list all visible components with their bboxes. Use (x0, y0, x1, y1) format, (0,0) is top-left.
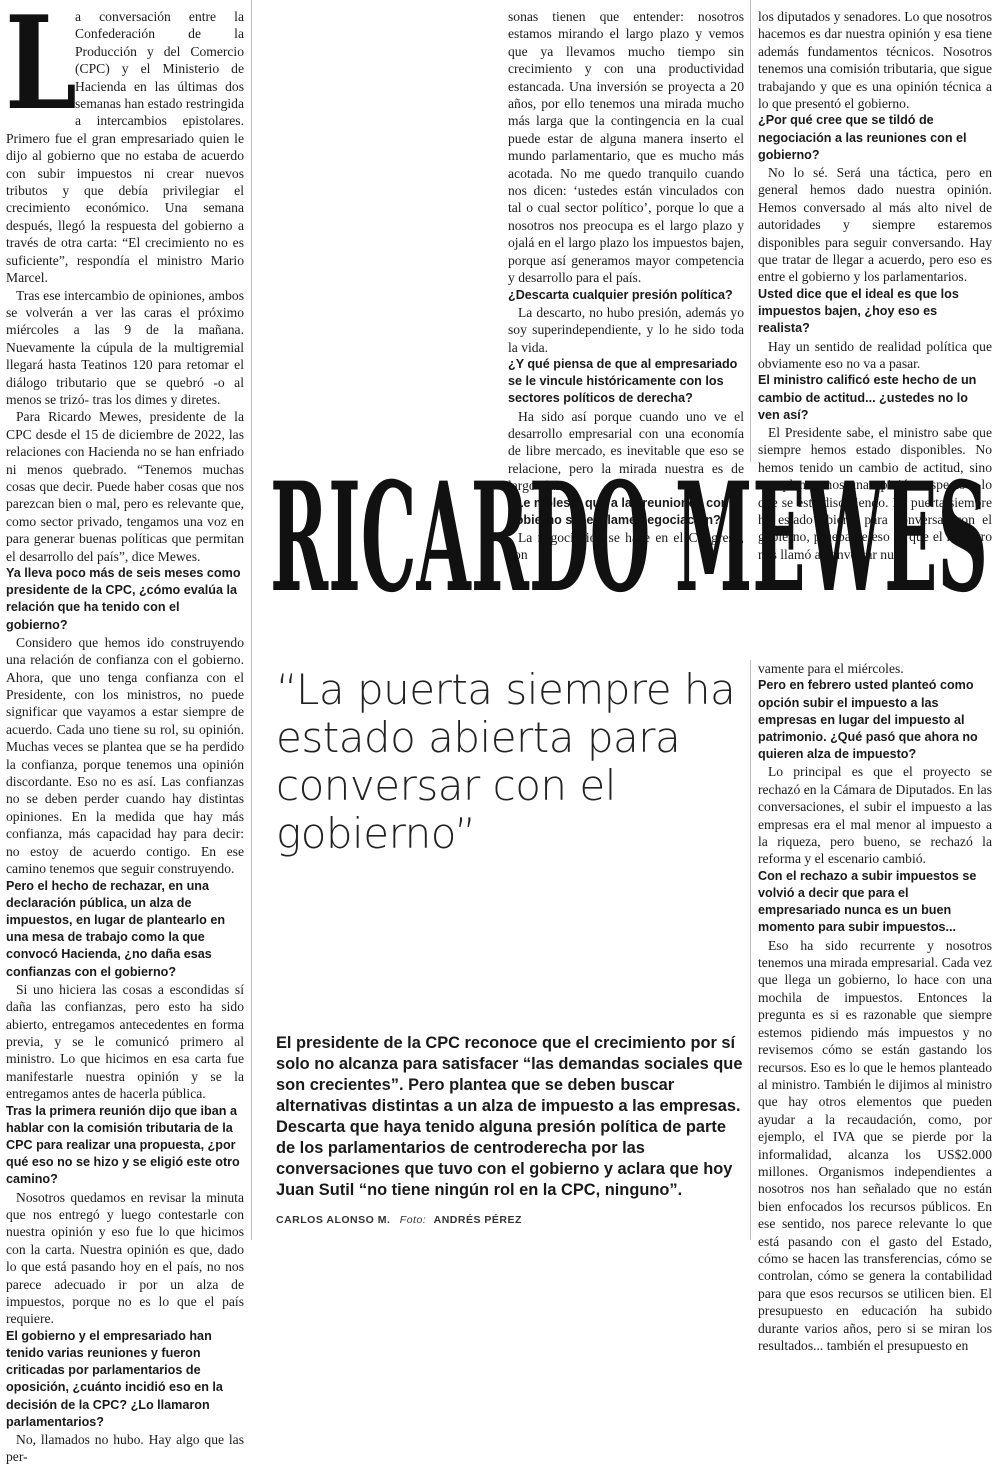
interview-question (6, 565, 244, 634)
paragraph-text: Usted dice que el ideal es que los impuestos bajen, ¿hoy eso es realista? (758, 286, 959, 336)
paragraph-text: los diputados y senadores. Lo que nosotros hacemos es dar nuestra opinión y esa tiene además fundamentos técnicos. Nosotros tenemos una comisión tributaria, que sigue trabajando y que es una opinión técnica a lo que presentó el gobierno. (758, 9, 992, 112)
photographer-name: ANDRÉS PÉREZ (433, 1214, 522, 1226)
column-rule (750, 660, 751, 1240)
paragraph-text: No, llamados no hubo. Hay algo que las per- (6, 1432, 244, 1465)
paragraph-text: Lo principal es que el proyecto se rechazó en la Cámara de Diputados. En las conversaciones, el subir el impuesto a las empresas era el mal menor al impuesto a la riqueza, pero bueno, se rechazó la reforma y el escenario cambió. (758, 764, 992, 867)
paragraph-text: Hay un sentido de realidad política que obviamente eso no va a pasar. (758, 338, 992, 371)
paragraph (6, 408, 244, 565)
article-column-2 (508, 8, 744, 563)
paragraph (6, 287, 244, 409)
paragraph (758, 660, 992, 677)
pull-quote: “La puerta siempre ha estado abierta para conversar con el gobierno” (276, 665, 736, 858)
column-rule (750, 0, 751, 462)
standfirst: El presidente de la CPC reconoce que el crecimiento por sí solo no alcanza para satisfacer “las demandas sociales que son crecientes”. Pero plantea que se deben buscar alternativas distintas a un alza de impuesto a las empresas. Descarta que haya tenido alguna presión política de parte de los parlamentarios de centroderecha por las conversaciones que tuvo con el gobierno y aclara que hoy Juan Sutil “no tiene ningún rol en la CPC, ninguno”. (276, 1034, 743, 1199)
paragraph-text: Tras ese intercambio de opiniones, ambos se volverán a ver las caras el próximo miércoles a las 9 de la mañana. Nuevamente la cúpula de la multigremial llegará hasta Teatinos 120 para retomar el diálogo tributario que se quebró -o al menos se trizó- tras los dimes y diretes. (6, 287, 244, 407)
paragraph (5, 0, 244, 287)
paragraph-text: El Presidente sabe, el ministro sabe que siempre hemos estado disponibles. No hemos tenido un cambio de actitud, sino que planteamos una opinión respecto a lo que se está discutiendo. La puerta siempre ha estado abierta para conversar con el gobierno, prueba de eso es que el ministro nos llamó a conversar nue- (758, 424, 992, 562)
interview-question (6, 878, 244, 981)
interview-question (758, 677, 992, 763)
paragraph (758, 8, 992, 112)
paragraph-text: ¿Por qué cree que se tildó de negociación a las reuniones con el gobierno? (758, 113, 967, 162)
author-name: CARLOS ALONSO M. (276, 1214, 391, 1226)
paragraph (758, 338, 992, 373)
paragraph-text: vamente para el miércoles. (758, 661, 904, 676)
article-column-1 (5, 0, 244, 1465)
paragraph-text: Ya lleva poco más de seis meses como presidente de la CPC, ¿cómo evalúa la relación que ha tenido con el gobierno? (6, 566, 241, 632)
paragraph-text: Pero en febrero usted planteó como opción subir el impuesto a las empresas en lugar del impuesto al patrimonio. ¿Qué pasó que ahora no quieren alza de impuesto? (758, 678, 978, 762)
interview-question (508, 356, 744, 408)
headline-text: RICARDO MEWES (270, 450, 988, 626)
paragraph-text: Con el rechazo a subir impuestos se volvió a decir que para el empresariado nunca es un buen momento para subir impuestos... (758, 868, 977, 935)
byline (276, 1214, 522, 1226)
interview-question (6, 1103, 244, 1189)
paragraph-text: a conversación entre la Confederación de la Producción y del Comercio (CPC) y el Ministerio de Hacienda en las últimas dos semanas han estado restringida a intercambios epistolares. Primero fue el gran empresariado quien le dijo al gobierno que no estaba de acuerdo con subir impuestos ni crear nuevos tributos y que debía privilegiar el crecimiento económico. Una semana después, llegó la respuesta del gobierno a través de otra carta: “El crecimiento no es suficiente”, respondía el ministro Mario Marcel. (6, 9, 244, 286)
interview-question (758, 868, 992, 937)
paragraph (6, 634, 244, 878)
paragraph-text: Para Ricardo Mewes, presidente de la CPC desde el 15 de diciembre de 2022, las relaciones con Hacienda no se han enfriado ni menos quebrado. “Tenemos muchas cosas que decir. Puede haber cosas que nos parezcan bien o mal, pero es relevante que, como sector privado, tengamos una voz en para generar buenas políticas que permitan el desarrollo del país”, dice Mewes. (6, 409, 244, 564)
paragraph-text: Pero el hecho de rechazar, en una declaración pública, un alza de impuestos, en lugar de plantearlo en una mesa de trabajo como la que convocó Hacienda, ¿no daña esas confianzas con el gobierno? (6, 878, 226, 979)
drop-cap: L (5, 0, 74, 139)
paragraph-text: El ministro calificó este hecho de un cambio de actitud... ¿ustedes no lo ven así? (758, 373, 977, 422)
paragraph-text: sonas tienen que entender: nosotros estamos mirando el largo plazo y vemos que ya llevamos mucho tiempo sin crecimiento y con una productividad estancada. Una inversión se proyecta a 20 años, por ello tenemos una mirada mucho más larga que la contingencia en la cual puede estar de alguna manera inserto el mundo parlamentario, que es mucho más acotada. No me quedo tranquilo cuando nos dicen: ‘ustedes están vinculados con tal o cual sector político’, porque lo que a nosotros nos preocupa es el largo plazo y ojalá en el largo plazo los impuestos bajen, porque así generamos mayor competencia y desarrollo para el país. (508, 9, 744, 286)
paragraph (6, 1431, 244, 1466)
interview-question (508, 287, 744, 304)
article-column-3 (758, 8, 992, 562)
paragraph (508, 8, 744, 287)
interview-question (758, 372, 992, 424)
paragraph (758, 164, 992, 286)
paragraph-text: Nosotros quedamos en revisar la minuta que nos entregó y luego contestarle con nuestra opinión y eso fue lo que hicimos con la carta. Nuestra opinión es que, dado lo que está pasando hoy en el país, no nos parece adecuado ir por un alza de impuestos, porque no es lo que el país requiere. (6, 1189, 244, 1327)
interview-question (758, 286, 992, 338)
paragraph (508, 304, 744, 356)
paragraph-text: El gobierno y el empresariado han tenido varias reuniones y fueron criticadas por parlamentarios de oposición, ¿cuánto incidió eso en la decisión de la CPC? ¿Lo llamaron parlamentarios? (6, 1328, 223, 1429)
article-column-4 (758, 660, 992, 1354)
paragraph-text: Si uno hiciera las cosas a escondidas sí daña las confianzas, pero esto ha sido abierto, entregamos antecedentes en forma previa, y se le comunicó primero al ministro. Lo que hicimos en esa carta fue manifestarle nuestra opinión y se la entregamos antes de hacerla pública. (6, 981, 244, 1102)
paragraph-text: La negociación se hace en el Congreso, con (508, 529, 744, 563)
paragraph (758, 937, 992, 1355)
paragraph-text: Ha sido así porque cuando uno ve el desarrollo empresarial con una economía de libre mercado, es inevitable que eso se relacione, pero la mirada nuestra es de largo plazo. (508, 408, 744, 494)
paragraph-text: ¿Y qué piensa de que al empresariado se le vincule históricamente con los sectores políticos de derecha? (508, 356, 738, 406)
paragraph (6, 981, 244, 1103)
interview-question (6, 1328, 244, 1431)
paragraph-text: ¿Descarta cualquier presión política? (508, 287, 733, 302)
photo-credit-label: Foto: (399, 1214, 427, 1226)
paragraph (6, 1189, 244, 1328)
paragraph-text: Tras la primera reunión dijo que iban a hablar con la comisión tributaria de la CPC para realizar una propuesta, ¿por qué eso no se hizo y se eligió este otro camino? (6, 1103, 240, 1187)
interview-question (758, 112, 992, 164)
paragraph-text: Eso ha sido recurrente y nosotros tenemos una mirada empresarial. Cada vez que llega un gobierno, lo hace con una mochila de impuestos. Entonces la pregunta es si es razonable que siempre estemos pidiendo más impuestos y no revisemos cómo se están gastando los recursos. Eso es lo que le hemos planteado al ministro. También le dijimos al ministro que hay otros elementos que pueden ayudar a la recaudación, como, por ejemplo, el IVA que se pierde por la informalidad, alcanza los US$2.000 millones. Organismos independientes a nosotros nos han señalado que no están bien enfocados los recursos públicos. En ese sentido, nos parece relevante lo que está pasando con el gasto del Estado, cómo se hacen las transferencias, cómo se controlan, cómo se genera la contabilidad para que esos recursos se utilicen bien. El presupuesto en educación ha subido durante varios años, pero si se miran los resultados... también el presupuesto en (758, 937, 992, 1354)
paragraph-text: ¿Le molesta que a las reuniones con el gobierno se les llame negociación? (508, 495, 743, 527)
paragraph-text: Considero que hemos ido construyendo una relación de confianza con el gobierno. Ahora, que uno tenga confianza con el Presidente, con los ministros, no puede significar que vayamos a estar siempre de acuerdo. Cada uno tiene su rol, su opinión. Muchas veces se plantea que se ha perdido la confianza, porque tenemos una opinión discordante. Eso no es así. Las confianzas no se deben perder cuando hay distintas opiniones. En la medida que hay más confianza, más capacidad hay para decir: no estoy de acuerdo contigo. En ese camino tenemos que seguir construyendo. (6, 634, 244, 877)
paragraph-text: La descarto, no hubo presión, además yo soy superindependiente, y lo he sido toda la vida. (508, 304, 744, 355)
column-rule (251, 0, 252, 1240)
paragraph-text: No lo sé. Será una táctica, pero en general hemos dado nuestra opinión. Hemos conversado al más alto nivel de autoridades y siempre estaremos disponibles para seguir conversando. Hay que tratar de llegar a acuerdo, pero eso es entre el gobierno y los parlamentarios. (758, 165, 992, 285)
paragraph (758, 763, 992, 867)
